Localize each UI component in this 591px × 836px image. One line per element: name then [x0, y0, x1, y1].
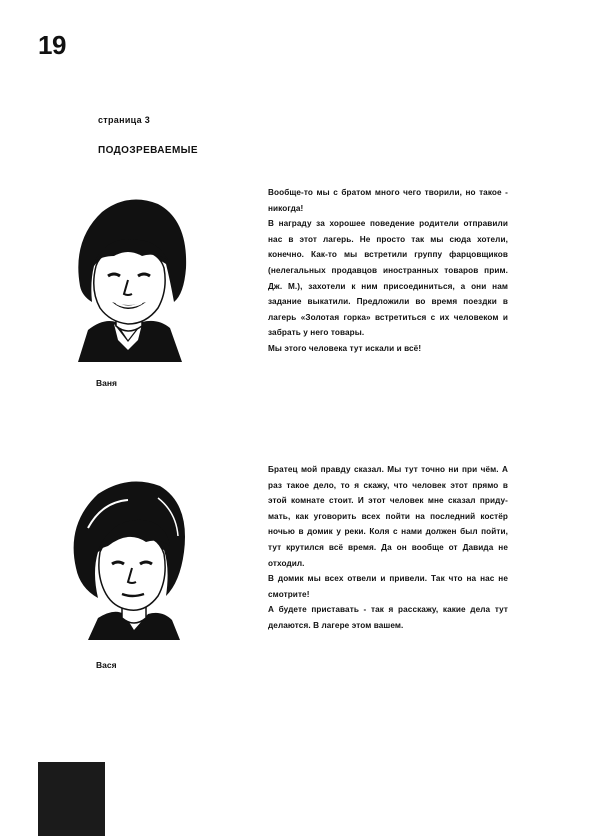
suspect-statement: [268, 185, 508, 357]
suspect-name-caption: Вася: [96, 660, 117, 670]
suspect-statement: [268, 462, 508, 634]
statement-paragraph: В награду за хорошее поведение родители отправили нас в этот лагерь. Не просто так мы сюда хотели, конечно. Как-то мы встретили группу фарцовщиков (нелегальных продавцов иностранных товаров прим. Дж. М.), захотели к ним присоединиться, а они нам задание выкатили. Предложили во время поездки в лагерь «Золотая горка» встретиться с их человеком и забрать у него товары.: [268, 219, 508, 338]
suspect-portrait-vanya: [58, 190, 198, 362]
statement-paragraph: А будете приставать - так я расскажу, какие дела тут делаются. В лагере этом вашем.: [268, 605, 508, 630]
page-number: 19: [38, 30, 66, 60]
suspect-name-caption: Ваня: [96, 378, 117, 388]
statement-paragraph: В домик мы всех отвели и привели. Так что на нас не смотрите!: [268, 574, 508, 599]
statement-paragraph: Мы этого человека тут искали и всё!: [268, 343, 422, 353]
statement-paragraph: Братец мой правду сказал. Мы тут точно ни при чём. А раз такое дело, то я скажу, что человек этот прямо в этой комнате стоит. И этот человек мне сказал приду-мать, как уговорить всех пойти на последний костёр ночью в домик у реки. Коля с нами должен был пойти, тут крутился всё время. Да он вообще от Давида не отходил.: [268, 465, 508, 568]
section-label: страница 3: [98, 115, 151, 125]
suspect-portrait-vasya: [58, 468, 198, 640]
decorative-corner-block: [38, 762, 105, 836]
statement-paragraph: Вообще-то мы с братом много чего творили, но такое - никогда!: [268, 188, 508, 213]
section-title: ПОДОЗРЕВАЕМЫЕ: [98, 145, 198, 156]
